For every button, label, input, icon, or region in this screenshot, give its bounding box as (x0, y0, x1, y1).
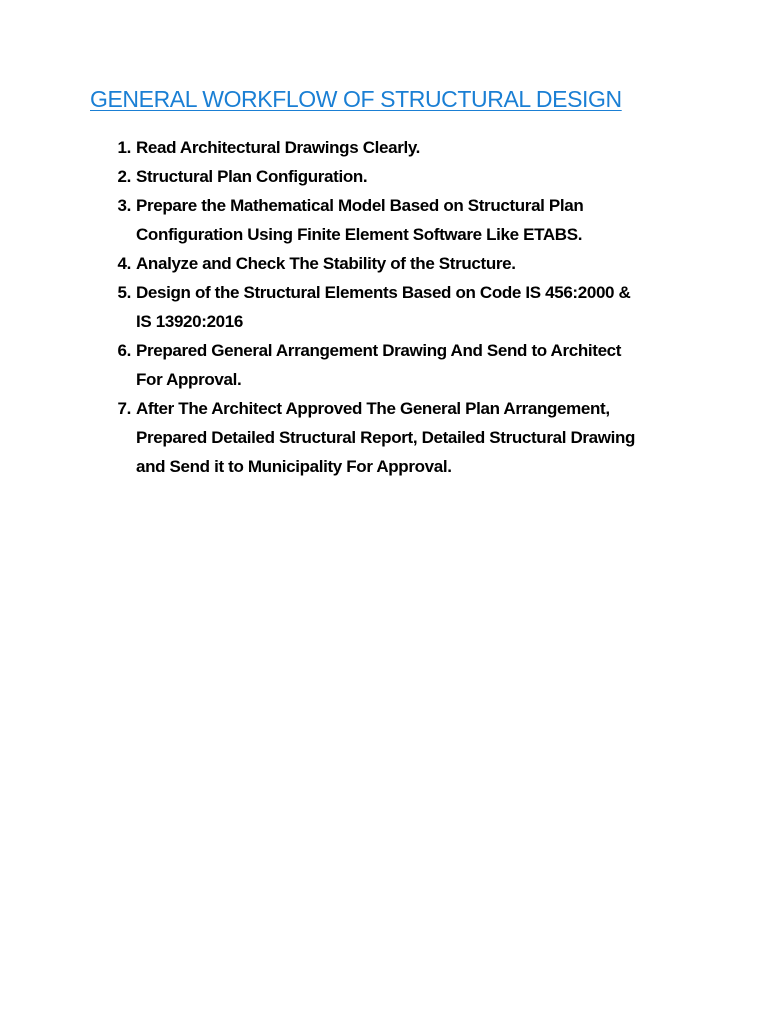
document-title: GENERAL WORKFLOW OF STRUCTURAL DESIGN (90, 86, 622, 112)
step-text-line: and Send it to Municipality For Approval. (136, 457, 452, 476)
step-text-line: Design of the Structural Elements Based on Code IS 456:2000 & (136, 283, 631, 302)
step-number: 4. (117, 254, 131, 273)
workflow-step-5 (105, 278, 705, 336)
step-text-line: Read Architectural Drawings Clearly. (136, 138, 421, 157)
step-text-line: After The Architect Approved The General Plan Arrangement, (136, 399, 610, 418)
step-text-line: Analyze and Check The Stability of the Structure. (136, 254, 516, 273)
step-number: 2. (117, 167, 131, 186)
step-text-line: For Approval. (136, 370, 242, 389)
workflow-step-4 (105, 249, 705, 278)
workflow-steps-list (105, 133, 705, 481)
workflow-step-6 (105, 336, 705, 394)
step-text-line: Prepared Detailed Structural Report, Detailed Structural Drawing (136, 428, 636, 447)
workflow-step-1 (105, 133, 705, 162)
workflow-step-3 (105, 191, 705, 249)
step-number: 1. (117, 138, 131, 157)
step-number: 6. (117, 341, 131, 360)
step-text-line: Structural Plan Configuration. (136, 167, 368, 186)
step-text-line: Configuration Using Finite Element Software Like ETABS. (136, 225, 583, 244)
step-number: 3. (117, 196, 131, 215)
step-text-line: IS 13920:2016 (136, 312, 243, 331)
workflow-step-2 (105, 162, 705, 191)
step-text-line: Prepared General Arrangement Drawing And Send to Architect (136, 341, 622, 360)
step-number: 7. (117, 399, 131, 418)
workflow-step-7 (105, 394, 705, 481)
step-text-line: Prepare the Mathematical Model Based on Structural Plan (136, 196, 584, 215)
step-number: 5. (117, 283, 131, 302)
